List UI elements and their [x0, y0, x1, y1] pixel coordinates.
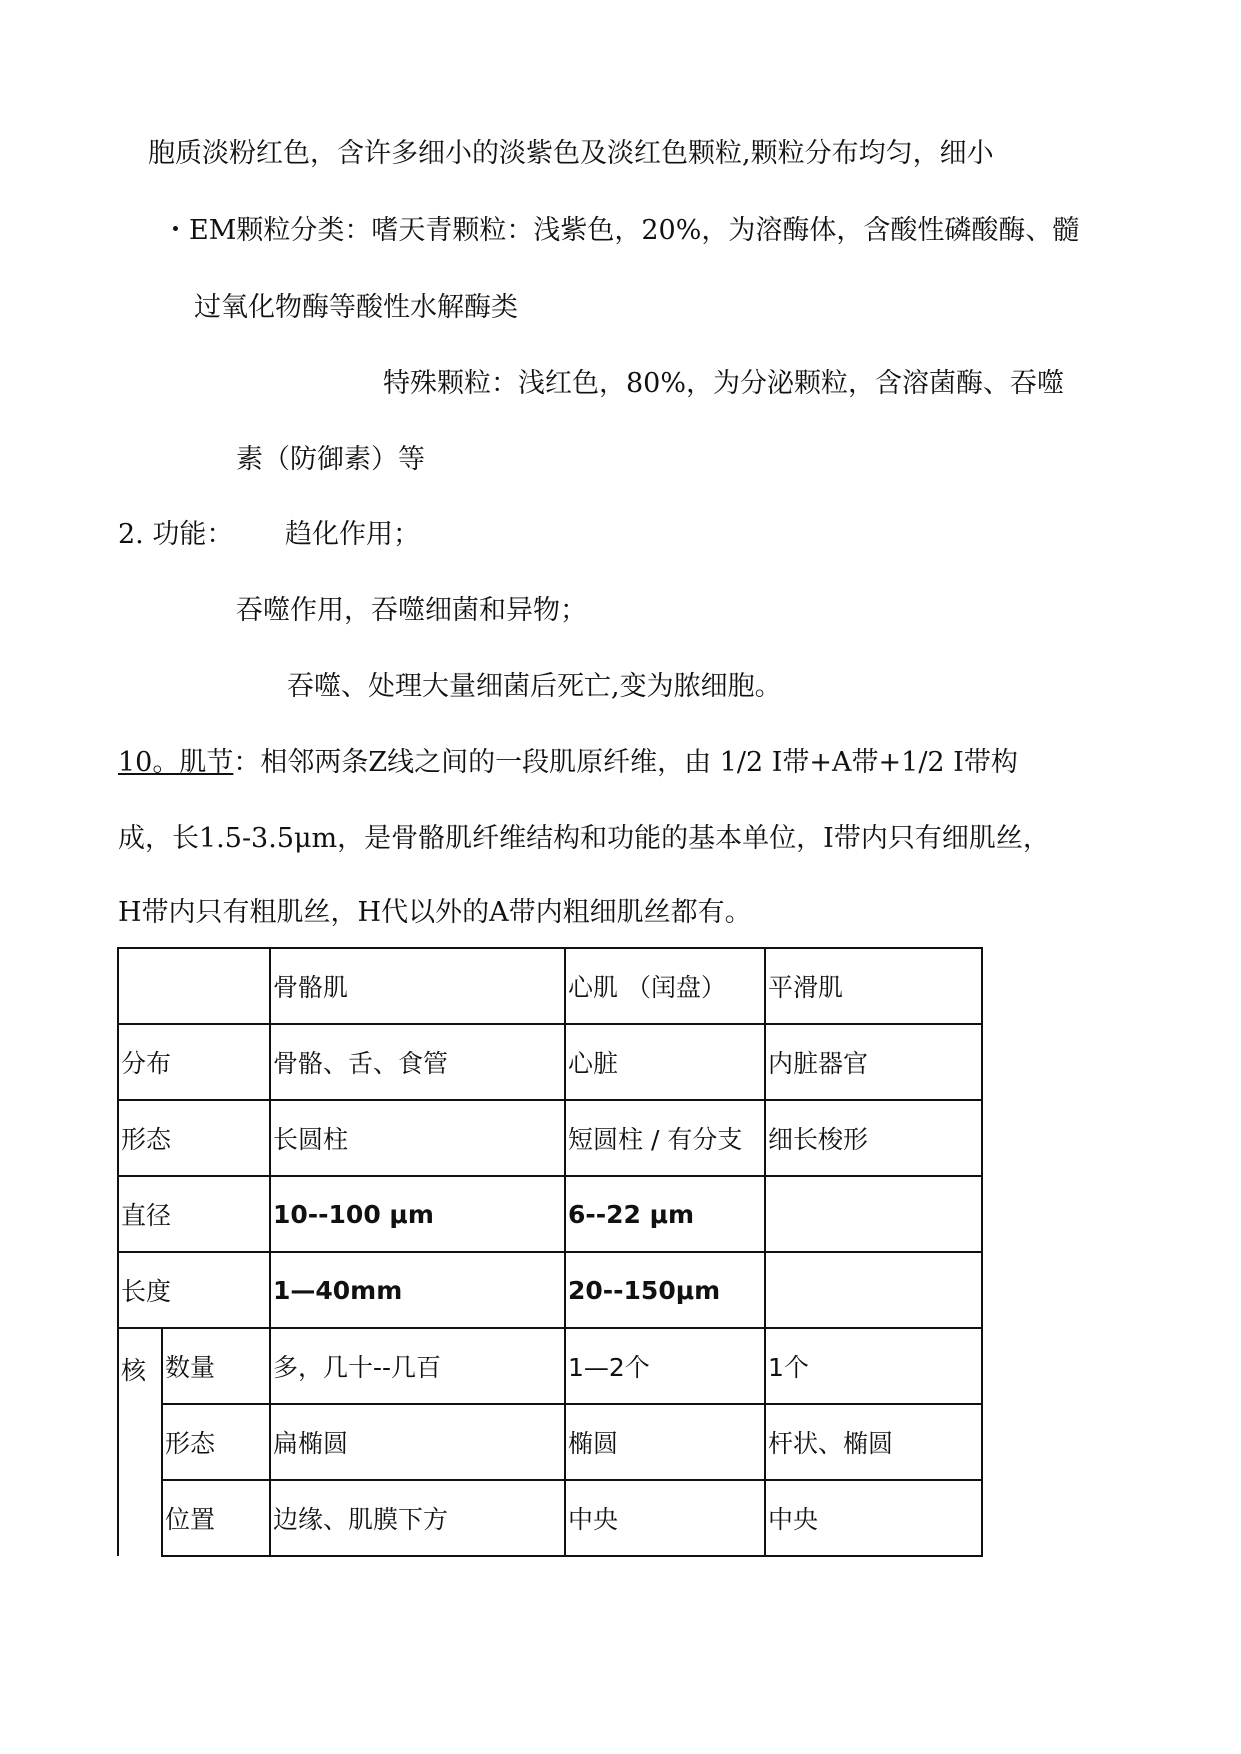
table-header-row [118, 948, 982, 1024]
table-row [118, 1100, 982, 1176]
table-cell: 长圆柱 [270, 1100, 565, 1176]
header-cell-empty [118, 948, 270, 1024]
row-label: 长度 [118, 1252, 270, 1328]
table-cell [765, 1176, 982, 1252]
table-cell: 20--150μm [565, 1252, 765, 1328]
table-cell: 杆状、椭圆 [765, 1404, 982, 1480]
table-cell: 1个 [765, 1328, 982, 1404]
table-cell: 扁椭圆 [270, 1404, 565, 1480]
term-sarcomere: 10。肌节 [118, 747, 234, 778]
paragraph-1: 胞质淡粉红色，含许多细小的淡紫色及淡红色颗粒,颗粒分布均匀，细小 [148, 138, 994, 169]
paragraph-9-text: ：相邻两条Z线之间的一段肌原纤维，由 1/2 I带+A带+1/2 I带构 [233, 747, 1018, 778]
table-row-nucleus-count [118, 1328, 982, 1404]
table-cell: 10--100 μm [270, 1176, 565, 1252]
paragraph-8: 吞噬、处理大量细菌后死亡,变为脓细胞。 [287, 671, 782, 702]
row-group-label-nucleus: 核 [118, 1328, 162, 1556]
paragraph-6-text: 趋化作用； [285, 519, 420, 550]
table-cell [765, 1252, 982, 1328]
paragraph-4: 特殊颗粒：浅红色，80%，为分泌颗粒，含溶菌酶、吞噬 [383, 368, 1065, 399]
header-smooth: 平滑肌 [765, 948, 982, 1024]
paragraph-6-label: 2. 功能： [118, 519, 234, 550]
table-row [118, 1024, 982, 1100]
table-row [118, 1176, 982, 1252]
paragraph-5: 素（防御素）等 [236, 444, 425, 475]
table-cell: 1—40mm [270, 1252, 565, 1328]
paragraph-2: ・EM颗粒分类：嗜天青颗粒：浅紫色，20%，为溶酶体，含酸性磷酸酶、髓 [162, 215, 1080, 246]
sub-row-label: 形态 [162, 1404, 270, 1480]
table-cell: 短圆柱 / 有分支 [565, 1100, 765, 1176]
header-skeletal: 骨骼肌 [270, 948, 565, 1024]
table-cell: 边缘、肌膜下方 [270, 1480, 565, 1556]
table-cell: 中央 [765, 1480, 982, 1556]
table-cell: 椭圆 [565, 1404, 765, 1480]
table-row [118, 1252, 982, 1328]
table-cell: 内脏器官 [765, 1024, 982, 1100]
table-cell: 1—2个 [565, 1328, 765, 1404]
paragraph-7: 吞噬作用，吞噬细菌和异物； [236, 595, 587, 626]
muscle-comparison-table [117, 947, 983, 1557]
paragraph-10: 成，长1.5-3.5μm，是骨骼肌纤维结构和功能的基本单位，I带内只有细肌丝， [118, 823, 1050, 854]
header-cardiac: 心肌 （闰盘） [565, 948, 765, 1024]
row-label: 形态 [118, 1100, 270, 1176]
table-cell: 细长梭形 [765, 1100, 982, 1176]
table-row-nucleus-position [118, 1480, 982, 1556]
sub-row-label: 位置 [162, 1480, 270, 1556]
table-cell: 骨骼、舌、食管 [270, 1024, 565, 1100]
paragraph-11: H带内只有粗肌丝，H代以外的A带内粗细肌丝都有。 [118, 897, 752, 928]
table-cell: 多，几十--几百 [270, 1328, 565, 1404]
table-cell: 中央 [565, 1480, 765, 1556]
table-row-nucleus-shape [118, 1404, 982, 1480]
row-label: 分布 [118, 1024, 270, 1100]
paragraph-3: 过氧化物酶等酸性水解酶类 [194, 292, 518, 323]
row-label: 直径 [118, 1176, 270, 1252]
table-cell: 心脏 [565, 1024, 765, 1100]
table-cell: 6--22 μm [565, 1176, 765, 1252]
sub-row-label: 数量 [162, 1328, 270, 1404]
paragraph-9 [118, 743, 1018, 783]
